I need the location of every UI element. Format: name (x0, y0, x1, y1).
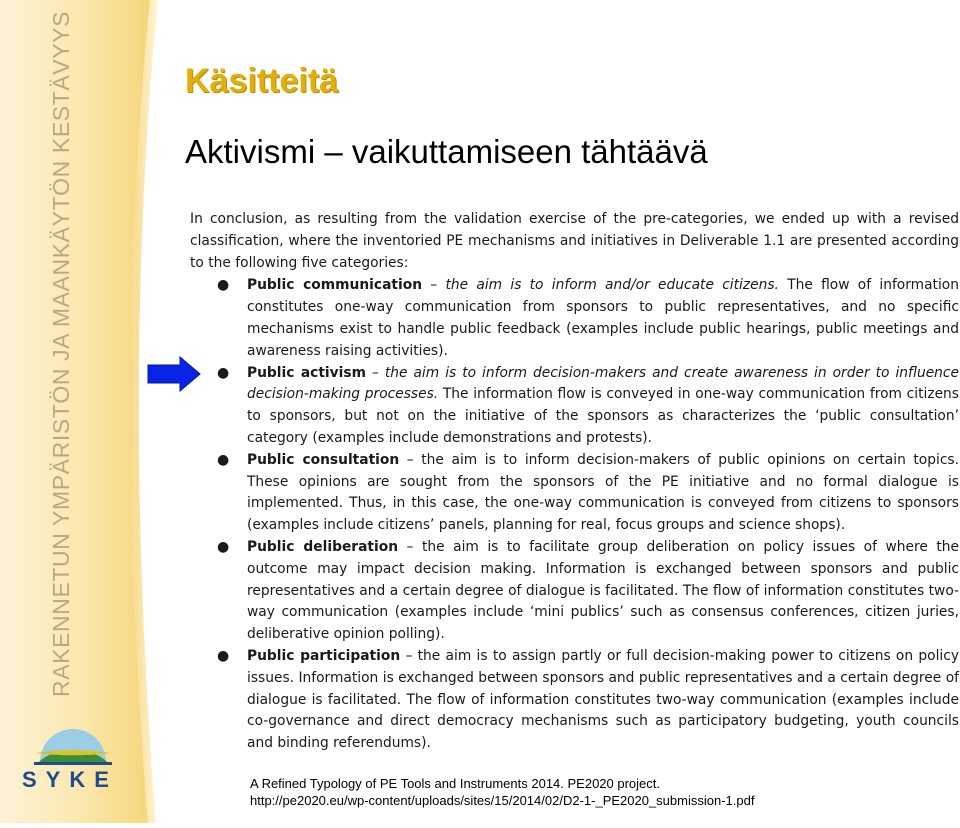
bullet-icon: ● (217, 451, 230, 468)
category-text: – the aim is to facilitate group deliberation on policy issues of where the outcome may impact decision making. Information is exchanged between sponsors and public representatives and a certain degree of dialogue is facilitated. The flow of information constitutes two-way communication (examples include ‘mini publics’ such as consensus conferences, citizen juries, deliberative opinion polling). (247, 538, 959, 643)
slide-title: Aktivismi – vaikuttamiseen tähtäävä (185, 133, 708, 170)
category-text: The information flow is conveyed in one-way communication from citizens to sponsors, but not on the initiative of the sponsors as characterizes the ‘public consultation’ category (examples include demonstrations and protests). (247, 386, 959, 446)
category-item (190, 646, 959, 755)
excerpt-intro: In conclusion, as resulting from the validation exercise of the pre-categories, we ended up with a revised classification, where the inventoried PE mechanisms and initiatives in Deliverable 1.1 are presented according to the following five categories: (190, 211, 959, 271)
category-term: Public consultation (247, 451, 400, 468)
bullet-icon: ● (217, 538, 230, 555)
document-excerpt (190, 209, 959, 755)
right-arrow-icon (147, 356, 201, 392)
category-aim: – the aim is to inform decision-makers and create awareness in order to influence decision-making processes. (247, 364, 960, 403)
category-term: Public activism (247, 364, 366, 381)
section-title: Käsitteitä (185, 62, 339, 100)
bullet-icon: ● (217, 647, 230, 664)
category-item (190, 537, 959, 646)
syke-logo-icon (28, 722, 118, 767)
category-item (190, 275, 959, 362)
category-text: The flow of information constitutes one-way communication from sponsors to public representatives, and no specific mechanisms exist to handle public feedback (examples include public hearings, public meetings and awareness raising activities). (247, 277, 959, 359)
syke-logo-text: SYKE (22, 767, 118, 792)
source-citation (250, 775, 754, 809)
category-text: – the aim is to inform decision-makers of public opinions on certain topics. These opinions are sought from the sponsors of the PE initiative and no formal dialogue is implemented. Thus, in this case, the one-way communication is conveyed from citizens to sponsors (examples include citizens’ panels, planning for real, focus groups and science shops). (247, 451, 959, 534)
category-item-highlighted (190, 363, 959, 450)
category-term: Public deliberation (247, 538, 399, 555)
category-list (190, 275, 959, 755)
category-term: Public participation (247, 647, 401, 664)
citation-line: A Refined Typology of PE Tools and Instruments 2014. PE2020 project. (250, 776, 661, 791)
category-item (190, 450, 959, 537)
category-aim: – the aim is to inform and/or educate citizens. (422, 277, 779, 294)
sidebar-vertical-title: RAKENNETUN YMPÄRISTÖN JA MAANKÄYTÖN KESTÄVYYS (48, 10, 74, 697)
bullet-icon: ● (217, 364, 230, 381)
bullet-icon: ● (217, 277, 230, 294)
category-text: – the aim is to assign partly or full decision-making power to citizens on policy issues. Information is exchanged between sponsors and public representatives and a certain degree of dialogue is facilitated. The flow of information constitutes two-way communication (examples include co-governance and direct democracy mechanisms such as participatory budgeting, youth councils and binding referendums). (247, 647, 959, 752)
category-term: Public communication (247, 277, 423, 294)
citation-url: http://pe2020.eu/wp-content/uploads/sites/15/2014/02/D2-1-_PE2020_submission-1.pdf (250, 793, 755, 808)
